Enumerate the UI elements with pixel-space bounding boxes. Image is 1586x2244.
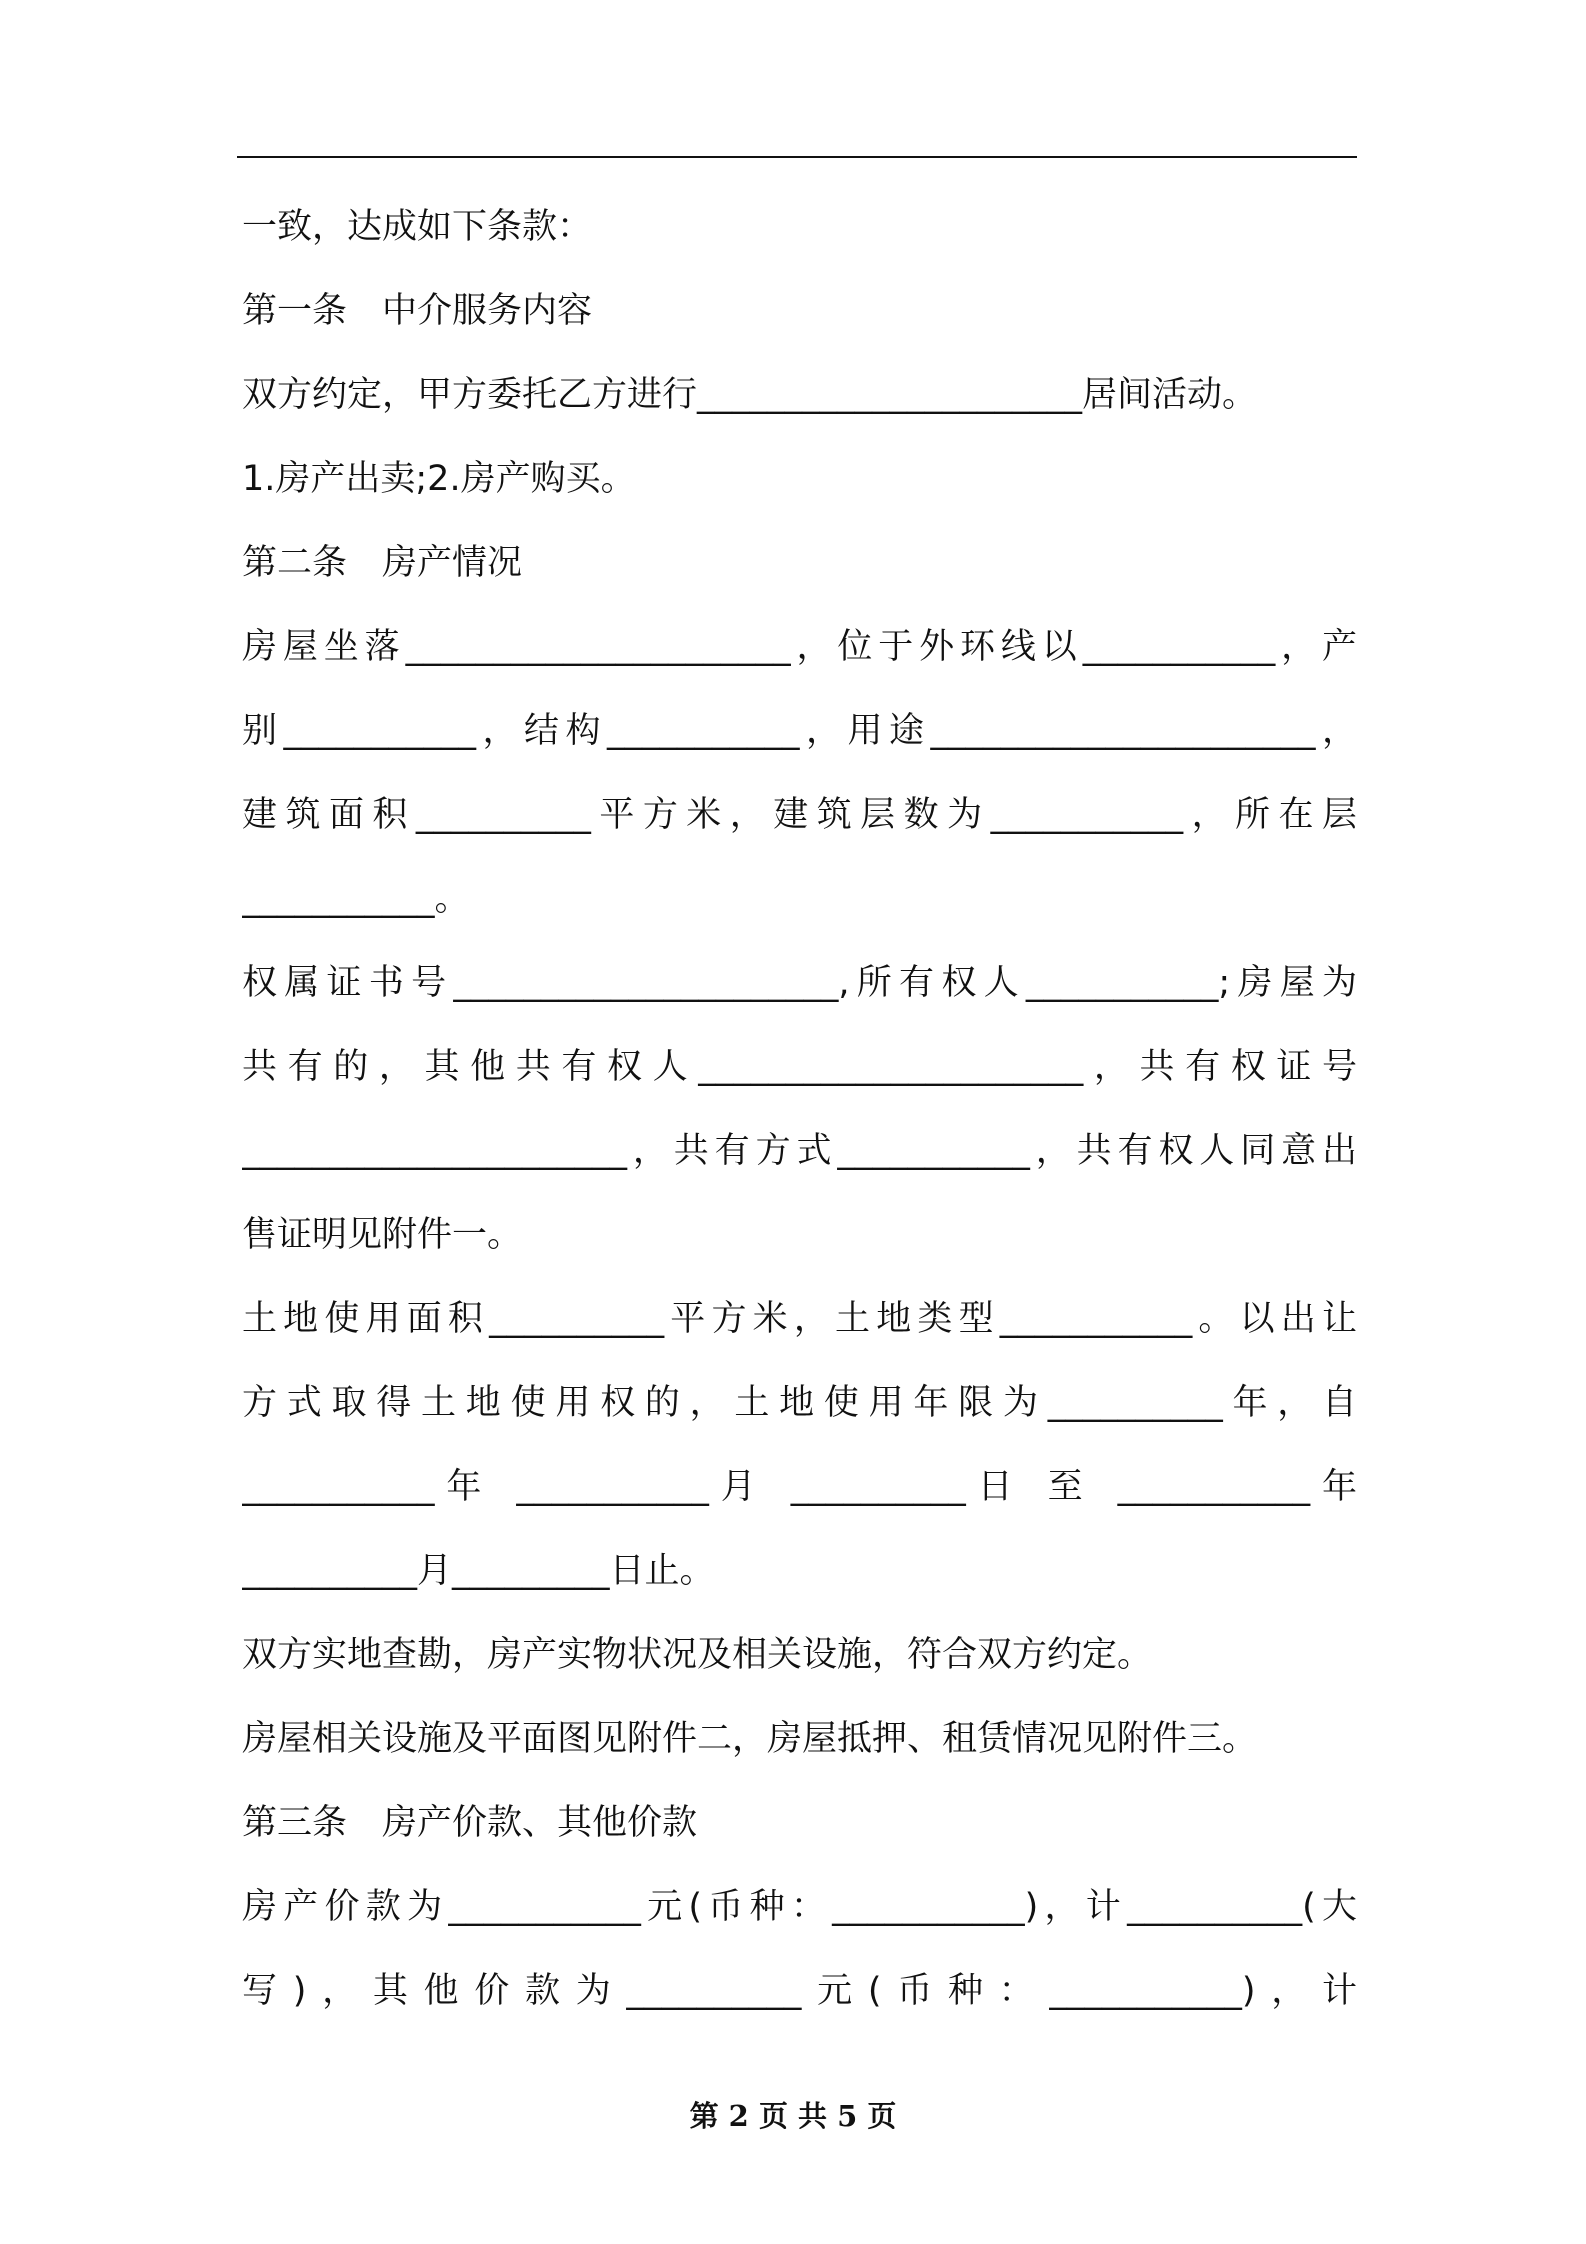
text-line: ______________________，共有方式___________，共有权人同意出 <box>242 1131 1357 1171</box>
text-line: 权属证书号______________________,所有权人___________;房屋为 <box>242 963 1357 1003</box>
text-line: 方式取得土地使用权的，土地使用年限为__________年，自 <box>242 1383 1357 1423</box>
text-line: 一致，达成如下条款： <box>242 207 593 247</box>
text-line: 房屋相关设施及平面图见附件二，房屋抵押、租赁情况见附件三。 <box>242 1719 1258 1759</box>
text-line: __________月_________日止。 <box>242 1551 715 1591</box>
article-heading: 第二条 房产情况 <box>242 543 523 583</box>
text-line: 土地使用面积__________平方米，土地类型___________。以出让 <box>242 1299 1357 1339</box>
text-line: ___________年 ___________月 __________日 至 ___________年 <box>242 1467 1357 1507</box>
text-line: ___________。 <box>242 879 470 919</box>
text-line: 售证明见附件一。 <box>242 1215 523 1255</box>
article-heading: 第三条 房产价款、其他价款 <box>242 1803 698 1843</box>
text-line: 写)，其他价款为__________元(币种：___________)，计 <box>242 1971 1357 2011</box>
text-line: 1.房产出卖;2.房产购买。 <box>242 459 636 499</box>
text-line: 共有的，其他共有权人______________________，共有权证号 <box>242 1047 1357 1087</box>
page-footer: 第 2 页 共 5 页 <box>689 2099 897 2133</box>
header-rule <box>237 156 1357 158</box>
text-line: 房产价款为___________元(币种：___________)，计__________(大 <box>242 1887 1357 1927</box>
text-line: 双方约定，甲方委托乙方进行______________________居间活动。 <box>242 375 1258 415</box>
article-heading: 第一条 中介服务内容 <box>242 291 593 331</box>
text-line: 建筑面积__________平方米，建筑层数为___________，所在层 <box>242 795 1357 835</box>
text-line: 别___________，结构___________，用途______________________， <box>242 711 1357 751</box>
text-line: 房屋坐落______________________，位于外环线以___________，产 <box>242 627 1357 667</box>
text-line: 双方实地查勘，房产实物状况及相关设施，符合双方约定。 <box>242 1635 1153 1675</box>
